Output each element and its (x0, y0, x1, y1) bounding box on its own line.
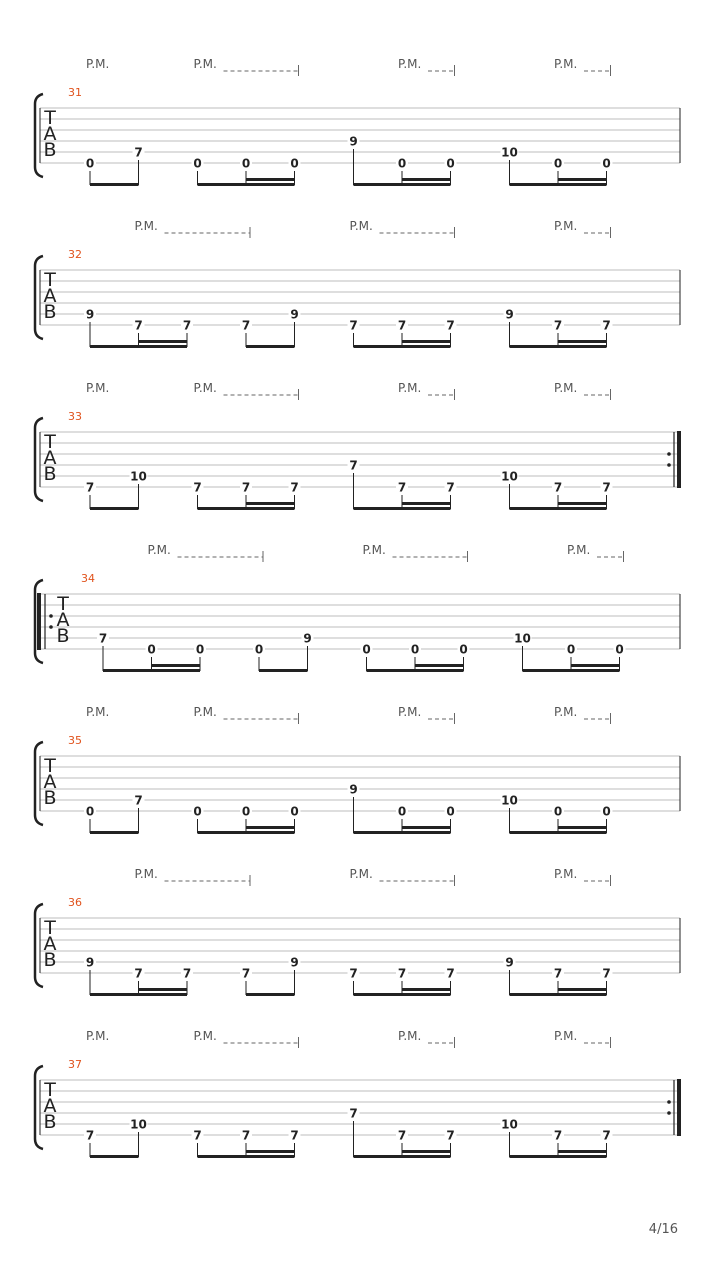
fret-number: 7 (85, 1128, 95, 1143)
system-bracket (35, 1066, 43, 1149)
fret-number: 9 (505, 955, 514, 970)
fret-number: 10 (501, 145, 518, 160)
fret-number: 7 (602, 966, 611, 981)
palm-mute-label: P.M. (193, 57, 217, 71)
eighth-beam (510, 1155, 607, 1158)
eighth-beam (510, 993, 607, 996)
eighth-beam (198, 507, 295, 510)
palm-mute-label: P.M. (398, 705, 422, 719)
fret-number: 7 (553, 480, 563, 495)
sixteenth-beam (152, 664, 201, 667)
tab-clef-letter: T (44, 107, 56, 129)
tab-clef-letter: T (44, 755, 56, 777)
fret-number: 0 (459, 642, 468, 657)
system-bracket (35, 256, 43, 339)
fret-number: 7 (85, 480, 95, 495)
fret-number: 7 (182, 966, 192, 981)
fret-number: 0 (446, 804, 455, 819)
fret-number: 7 (602, 1128, 611, 1143)
eighth-beam (103, 669, 200, 672)
tab-clef-letter: B (43, 301, 57, 323)
palm-mute-label: P.M. (398, 1029, 422, 1043)
measure-number: 37 (68, 1058, 82, 1071)
system-bracket (35, 904, 43, 987)
tab-clef-letter: B (43, 463, 57, 485)
eighth-beam (510, 831, 607, 834)
sixteenth-beam (246, 826, 295, 829)
fret-number: 0 (241, 804, 251, 819)
eighth-beam (354, 993, 451, 996)
palm-mute-label: P.M. (554, 867, 578, 881)
palm-mute-label: P.M. (567, 543, 591, 557)
sixteenth-beam (246, 178, 295, 181)
fret-number: 7 (193, 1128, 202, 1143)
sixteenth-beam (558, 502, 607, 505)
eighth-beam (246, 993, 295, 996)
fret-number: 0 (397, 804, 407, 819)
fret-number: 7 (134, 318, 143, 333)
palm-mute-label: P.M. (193, 705, 217, 719)
eighth-beam (90, 345, 187, 348)
fret-number: 7 (349, 458, 358, 473)
measure-number: 34 (81, 572, 95, 585)
fret-number: 0 (193, 156, 202, 171)
eighth-beam (354, 831, 451, 834)
fret-number: 7 (349, 966, 358, 981)
fret-number: 7 (98, 631, 108, 646)
tab-clef-letter: A (43, 1095, 57, 1117)
eighth-beam (510, 183, 607, 186)
tab-clef-letter: A (43, 447, 57, 469)
repeat-dot (667, 452, 671, 456)
tab-clef-letter: T (44, 1079, 56, 1101)
palm-mute-label: P.M. (86, 1029, 110, 1043)
tab-system (35, 543, 680, 672)
measure-number: 33 (68, 410, 82, 423)
fret-number: 7 (241, 966, 251, 981)
palm-mute-label: P.M. (134, 219, 158, 233)
sixteenth-beam (571, 664, 620, 667)
fret-number: 10 (501, 1117, 518, 1132)
tab-system (35, 57, 680, 186)
palm-mute-label: P.M. (554, 1029, 578, 1043)
fret-number: 9 (349, 782, 358, 797)
page-indicator: 4/16 (648, 1222, 678, 1237)
fret-number: 0 (602, 156, 611, 171)
tab-clef-letter: T (44, 917, 56, 939)
repeat-dot (49, 625, 53, 629)
eighth-beam (90, 831, 139, 834)
fret-number: 7 (602, 480, 611, 495)
fret-number: 0 (553, 156, 563, 171)
sixteenth-beam (139, 988, 188, 991)
sixteenth-beam (139, 340, 188, 343)
fret-number: 9 (290, 307, 299, 322)
fret-number: 7 (553, 966, 563, 981)
system-bracket (35, 418, 43, 501)
sixteenth-beam (402, 178, 451, 181)
sixteenth-beam (402, 1150, 451, 1153)
measure-number: 32 (68, 248, 82, 261)
fret-number: 7 (182, 318, 192, 333)
tab-clef-letter: A (56, 609, 70, 631)
tab-clef-letter: A (43, 285, 57, 307)
fret-number: 7 (241, 480, 251, 495)
fret-number: 0 (290, 804, 299, 819)
eighth-beam (198, 1155, 295, 1158)
eighth-beam (367, 669, 464, 672)
fret-number: 7 (397, 480, 407, 495)
fret-number: 10 (514, 631, 531, 646)
fret-number: 9 (85, 955, 95, 970)
eighth-beam (510, 507, 607, 510)
palm-mute-label: P.M. (86, 381, 110, 395)
fret-number: 0 (446, 156, 455, 171)
fret-number: 7 (349, 1106, 358, 1121)
repeat-end-thick-barline (677, 431, 681, 488)
fret-number: 10 (130, 469, 147, 484)
eighth-beam (259, 669, 308, 672)
fret-number: 0 (254, 642, 264, 657)
fret-number: 0 (602, 804, 611, 819)
tab-clef-letter: T (44, 431, 56, 453)
sixteenth-beam (558, 988, 607, 991)
fret-number: 7 (134, 966, 143, 981)
fret-number: 7 (290, 1128, 299, 1143)
repeat-start-thick-barline (37, 593, 41, 650)
eighth-beam (90, 507, 139, 510)
eighth-beam (523, 669, 620, 672)
eighth-beam (354, 345, 451, 348)
repeat-dot (667, 463, 671, 467)
fret-number: 0 (195, 642, 205, 657)
tab-system (35, 381, 681, 510)
fret-number: 7 (349, 318, 358, 333)
fret-number: 7 (241, 318, 251, 333)
tab-clef-letter: B (43, 949, 57, 971)
palm-mute-label: P.M. (134, 867, 158, 881)
fret-number: 9 (290, 955, 299, 970)
fret-number: 0 (553, 804, 563, 819)
measure-number: 36 (68, 896, 82, 909)
palm-mute-label: P.M. (554, 57, 578, 71)
measure-number: 35 (68, 734, 82, 747)
sixteenth-beam (402, 988, 451, 991)
system-bracket (35, 94, 43, 177)
fret-number: 7 (446, 318, 455, 333)
tab-system (35, 219, 680, 348)
fret-number: 9 (303, 631, 312, 646)
tab-system (35, 867, 680, 996)
palm-mute-label: P.M. (398, 381, 422, 395)
fret-number: 7 (397, 318, 407, 333)
fret-number: 7 (397, 1128, 407, 1143)
tab-clef-letter: T (44, 269, 56, 291)
sixteenth-beam (558, 340, 607, 343)
fret-number: 9 (85, 307, 95, 322)
palm-mute-label: P.M. (147, 543, 171, 557)
fret-number: 7 (134, 145, 143, 160)
palm-mute-label: P.M. (193, 1029, 217, 1043)
fret-number: 10 (501, 469, 518, 484)
fret-number: 7 (193, 480, 202, 495)
tab-clef-letter: T (57, 593, 69, 615)
sixteenth-beam (402, 340, 451, 343)
fret-number: 0 (147, 642, 156, 657)
eighth-beam (90, 183, 139, 186)
tab-clef-letter: B (43, 139, 57, 161)
palm-mute-label: P.M. (398, 57, 422, 71)
sixteenth-beam (246, 502, 295, 505)
fret-number: 0 (193, 804, 202, 819)
repeat-dot (667, 1100, 671, 1104)
repeat-dot (667, 1111, 671, 1115)
fret-number: 7 (553, 1128, 563, 1143)
repeat-dot (49, 614, 53, 618)
fret-number: 7 (553, 318, 563, 333)
fret-number: 7 (290, 480, 299, 495)
sixteenth-beam (402, 826, 451, 829)
measure-number: 31 (68, 86, 82, 99)
fret-number: 0 (362, 642, 371, 657)
repeat-end-thick-barline (677, 1079, 681, 1136)
fret-number: 7 (602, 318, 611, 333)
eighth-beam (354, 1155, 451, 1158)
fret-number: 7 (397, 966, 407, 981)
sixteenth-beam (246, 1150, 295, 1153)
fret-number: 0 (615, 642, 624, 657)
eighth-beam (354, 507, 451, 510)
palm-mute-label: P.M. (349, 867, 373, 881)
fret-number: 10 (501, 793, 518, 808)
fret-number: 0 (290, 156, 299, 171)
eighth-beam (198, 183, 295, 186)
tab-clef-letter: B (56, 625, 70, 647)
palm-mute-label: P.M. (349, 219, 373, 233)
fret-number: 7 (446, 966, 455, 981)
eighth-beam (90, 993, 187, 996)
eighth-beam (246, 345, 295, 348)
fret-number: 0 (85, 156, 95, 171)
eighth-beam (510, 345, 607, 348)
palm-mute-label: P.M. (554, 381, 578, 395)
fret-number: 0 (85, 804, 95, 819)
tab-clef-letter: A (43, 771, 57, 793)
tab-system (35, 1029, 681, 1158)
fret-number: 7 (446, 480, 455, 495)
palm-mute-label: P.M. (86, 57, 110, 71)
sixteenth-beam (558, 178, 607, 181)
sixteenth-beam (558, 1150, 607, 1153)
fret-number: 7 (134, 793, 143, 808)
system-bracket (35, 742, 43, 825)
fret-number: 7 (446, 1128, 455, 1143)
eighth-beam (198, 831, 295, 834)
tab-clef-letter: B (43, 1111, 57, 1133)
fret-number: 0 (397, 156, 407, 171)
palm-mute-label: P.M. (86, 705, 110, 719)
sixteenth-beam (402, 502, 451, 505)
fret-number: 0 (566, 642, 576, 657)
palm-mute-label: P.M. (362, 543, 386, 557)
fret-number: 7 (241, 1128, 251, 1143)
tab-clef-letter: A (43, 123, 57, 145)
fret-number: 10 (130, 1117, 147, 1132)
eighth-beam (354, 183, 451, 186)
palm-mute-label: P.M. (554, 705, 578, 719)
palm-mute-label: P.M. (193, 381, 217, 395)
sixteenth-beam (558, 826, 607, 829)
tab-system (35, 705, 680, 834)
palm-mute-label: P.M. (554, 219, 578, 233)
tab-clef-letter: B (43, 787, 57, 809)
fret-number: 9 (349, 134, 358, 149)
tab-clef-letter: A (43, 933, 57, 955)
eighth-beam (90, 1155, 139, 1158)
sixteenth-beam (415, 664, 464, 667)
fret-number: 0 (241, 156, 251, 171)
fret-number: 0 (410, 642, 420, 657)
fret-number: 9 (505, 307, 514, 322)
